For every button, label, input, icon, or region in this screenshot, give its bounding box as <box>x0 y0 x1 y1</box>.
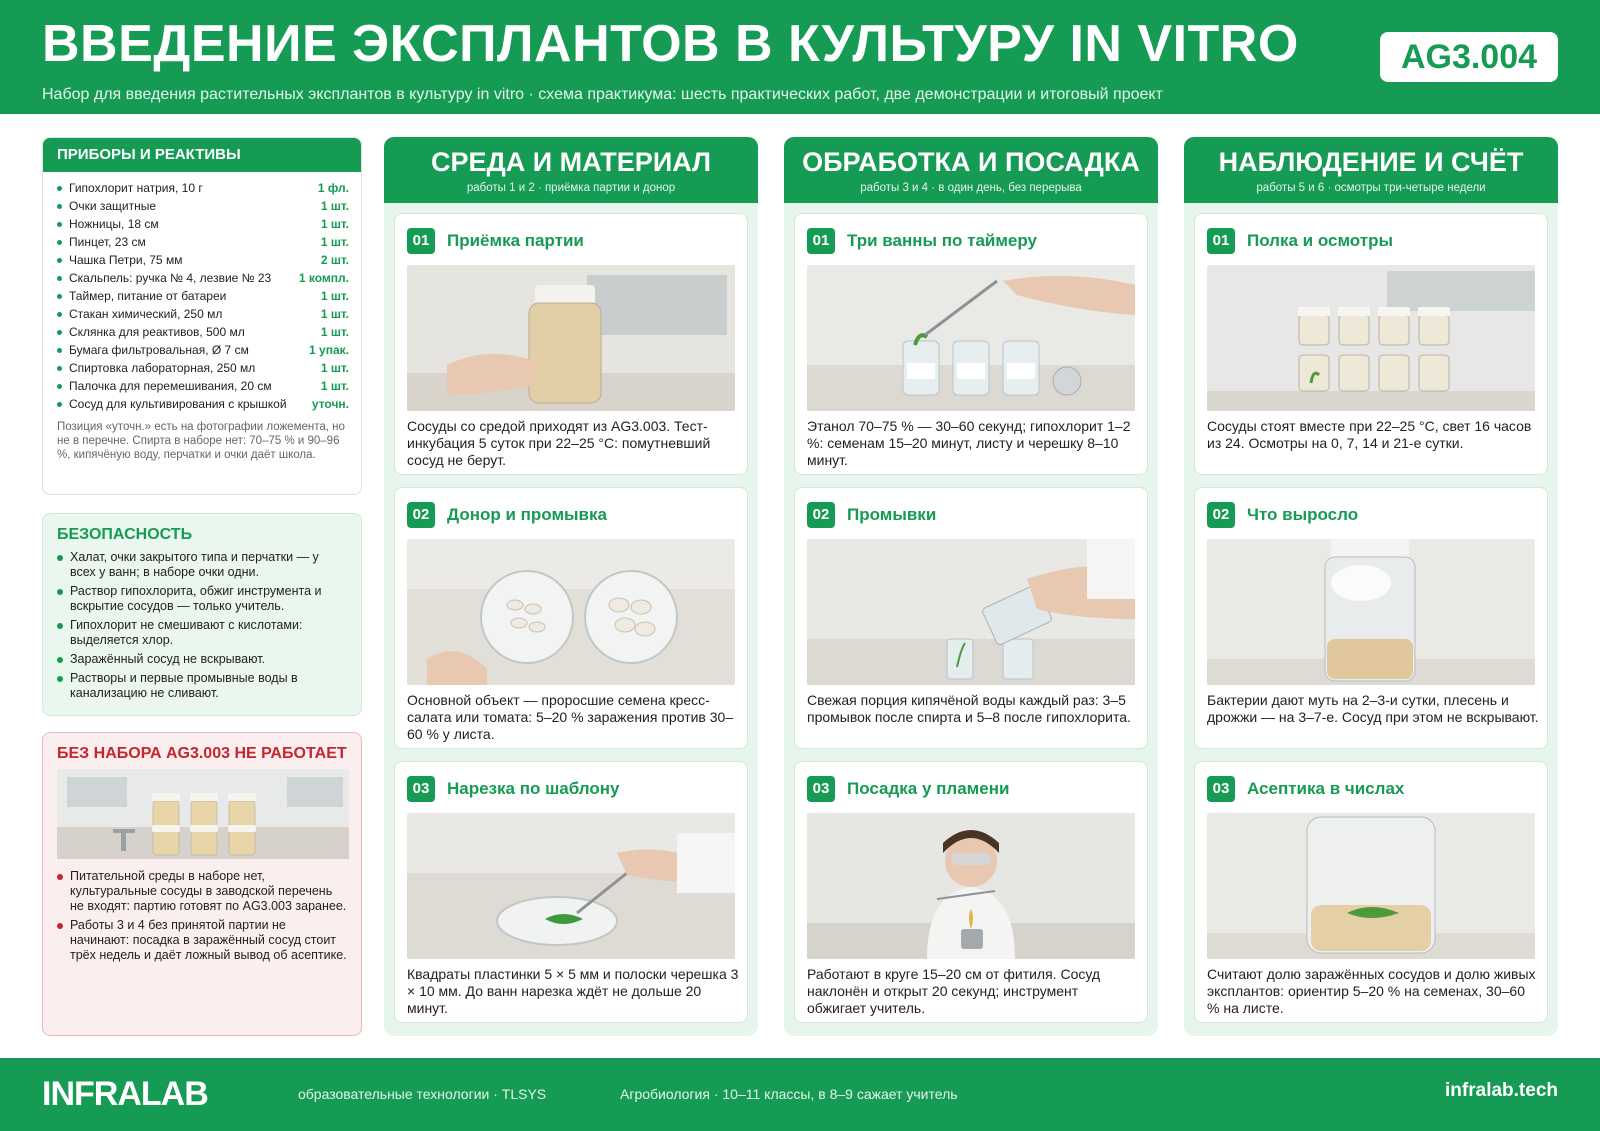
shelf-photo <box>1207 265 1535 411</box>
warning-panel <box>42 732 362 1036</box>
column-title: ОБРАБОТКА И ПОСАДКА <box>802 147 1140 177</box>
step-text: Этанол 70–75 % — 30–60 секунд; гипохлорит 1–2 %: семенам 15–20 минут, листу и черешку 8–10 минут. <box>807 418 1131 468</box>
list-item: Гипохлорит не смешивают с кислотами: выделяется хлор. <box>57 618 347 648</box>
step-title: Асептика в числах <box>1247 779 1405 798</box>
safety-list <box>43 550 361 701</box>
step-title: Что выросло <box>1247 505 1359 524</box>
column-header <box>1184 137 1558 203</box>
rinse-photo <box>807 539 1135 685</box>
step-text: Сосуды стоят вместе при 22–25 °С, свет 16 часов из 24. Осмотры на 0, 7, 14 и 21-е сутки. <box>1207 418 1532 451</box>
item-name: Сосуд для культивирования с крышкой <box>69 397 287 411</box>
column-media-material <box>384 137 758 1036</box>
step-card <box>794 213 1148 475</box>
step-title: Приёмка партии <box>447 231 584 250</box>
list-item <box>57 233 349 251</box>
list-item <box>57 197 349 215</box>
footer-audience: Агробиология · 10–11 классы, в 8–9 сажает учитель <box>620 1086 958 1102</box>
step-title: Донор и промывка <box>447 505 607 524</box>
item-name: Очки защитные <box>69 199 157 213</box>
step-card <box>1194 213 1548 475</box>
warning-title: БЕЗ НАБОРА AG3.003 НЕ РАБОТАЕТ <box>57 745 347 762</box>
step-card <box>394 761 748 1023</box>
jar-photo <box>407 265 735 411</box>
product-code-badge: AG3.004 <box>1380 32 1558 82</box>
step-number: 02 <box>407 502 435 528</box>
item-qty: 1 шт. <box>320 361 349 375</box>
step-number: 03 <box>407 776 435 802</box>
step-number: 01 <box>807 228 835 254</box>
step-card <box>394 213 748 475</box>
step-number: 01 <box>407 228 435 254</box>
item-qty: 1 упак. <box>309 343 349 357</box>
list-item: Заражённый сосуд не вскрывают. <box>57 652 347 667</box>
equipment-title: ПРИБОРЫ И РЕАКТИВЫ <box>43 138 361 172</box>
list-item: Раствор гипохлорита, обжиг инструмента и вскрытие сосудов — только учитель. <box>57 584 347 614</box>
step-title: Нарезка по шаблону <box>447 779 620 798</box>
item-name: Бумага фильтровальная, Ø 7 см <box>69 343 249 357</box>
item-name: Стакан химический, 250 мл <box>69 307 223 321</box>
equipment-panel <box>42 137 362 495</box>
aseptic-jar-photo <box>1207 813 1535 959</box>
item-name: Ножницы, 18 см <box>69 217 159 231</box>
list-item <box>57 287 349 305</box>
item-qty: 1 шт. <box>320 379 349 393</box>
list-item <box>57 269 349 287</box>
list-item: Халат, очки закрытого типа и перчатки — у всех у ванн; в наборе очки одни. <box>57 550 347 580</box>
step-number: 01 <box>1207 228 1235 254</box>
step-title: Полка и осмотры <box>1247 231 1393 250</box>
contamination-photo <box>1207 539 1535 685</box>
list-item: Питательной среды в наборе нет, культуральные сосуды в заводской перечень не входят: партию готовят по AG3.003 заранее. <box>57 869 347 914</box>
item-qty: 1 шт. <box>320 235 349 249</box>
step-title: Три ванны по таймеру <box>847 231 1038 250</box>
step-text: Считают долю заражённых сосудов и долю живых эксплантов: ориентир 5–20 % на семенах, 30–60 % на листе. <box>1207 966 1536 1016</box>
item-qty: 2 шт. <box>320 253 349 267</box>
seeds-photo <box>407 539 735 685</box>
step-text: Бактерии дают муть на 2–3-и сутки, плесень и дрожжи — на 3–7-е. Сосуд при этом не вскрывают. <box>1207 692 1539 725</box>
list-item <box>57 323 349 341</box>
step-text: Свежая порция кипячёной воды каждый раз: 3–5 промывок после спирта и 5–8 после гипохлорита. <box>807 692 1131 725</box>
item-name: Пинцет, 23 см <box>69 235 146 249</box>
list-item <box>57 395 349 413</box>
step-number: 03 <box>1207 776 1235 802</box>
footer-bar <box>0 1058 1600 1131</box>
item-qty: 1 фл. <box>317 181 349 195</box>
item-name: Скальпель: ручка № 4, лезвие № 23 <box>69 271 272 285</box>
list-item <box>57 305 349 323</box>
safety-panel <box>42 513 362 716</box>
list-item <box>57 377 349 395</box>
step-text: Основной объект — проросшие семена кресс-салата или томата: 5–20 % заражения против 30–60 % у листа. <box>407 692 734 742</box>
step-number: 02 <box>807 502 835 528</box>
item-qty: 1 шт. <box>320 307 349 321</box>
item-qty: уточн. <box>311 397 349 411</box>
list-item <box>57 179 349 197</box>
step-title: Промывки <box>847 505 937 524</box>
page-title: ВВЕДЕНИЕ ЭКСПЛАНТОВ В КУЛЬТУРУ IN VITRO <box>42 15 1299 73</box>
column-observation-count <box>1184 137 1558 1036</box>
item-qty: 1 шт. <box>320 289 349 303</box>
column-treatment-planting <box>784 137 1158 1036</box>
item-qty: 1 компл. <box>298 271 349 285</box>
item-name: Гипохлорит натрия, 10 г <box>69 181 203 195</box>
header-bar <box>0 0 1600 114</box>
baths-photo <box>807 265 1135 411</box>
list-item: Растворы и первые промывные воды в канализацию не сливают. <box>57 671 347 701</box>
item-name: Склянка для реактивов, 500 мл <box>69 325 245 339</box>
step-number: 03 <box>807 776 835 802</box>
item-name: Палочка для перемешивания, 20 см <box>69 379 272 393</box>
step-text: Квадраты пластинки 5 × 5 мм и полоски черешка 3 × 10 мм. До ванн нарезка ждёт не дольше 20 минут. <box>407 966 739 1016</box>
item-name: Спиртовка лабораторная, 250 мл <box>69 361 256 375</box>
step-card <box>794 487 1148 749</box>
column-subtitle: работы 1 и 2 · приёмка партии и донор <box>466 182 676 194</box>
step-card <box>1194 487 1548 749</box>
column-header <box>784 137 1158 203</box>
step-text: Сосуды со средой приходят из AG3.003. Тест-инкубация 5 суток при 22–25 °С: помутневший сосуд не берут. <box>407 418 711 468</box>
footer-tagline: образовательные технологии · TLSYS <box>298 1086 547 1102</box>
item-name: Таймер, питание от батареи <box>69 289 227 303</box>
jars-photo <box>57 769 347 859</box>
website-link[interactable]: infralab.tech <box>1445 1080 1558 1101</box>
column-title: НАБЛЮДЕНИЕ И СЧЁТ <box>1218 147 1524 177</box>
list-item <box>57 215 349 233</box>
item-qty: 1 шт. <box>320 199 349 213</box>
infralab-logo: INFRALAB <box>42 1075 208 1113</box>
equipment-note: Позиция «уточн.» есть на фотографии ложемента, но не в перечне. Спирта в наборе нет: 70–75 % и 90–96 %, кипячёную воду, перчатки и очки даёт школа. <box>57 421 345 461</box>
column-subtitle: работы 5 и 6 · осмотры три-четыре недели <box>1256 182 1486 194</box>
flame-photo <box>807 813 1135 959</box>
step-card <box>394 487 748 749</box>
equipment-list <box>43 172 361 413</box>
column-subtitle: работы 3 и 4 · в один день, без перерыва <box>860 182 1082 194</box>
list-item <box>57 341 349 359</box>
warning-list <box>43 869 361 963</box>
step-number: 02 <box>1207 502 1235 528</box>
step-text: Работают в круге 15–20 см от фитиля. Сосуд наклонён и открыт 20 секунд; инструмент обжигает учитель. <box>807 966 1101 1016</box>
column-header <box>384 137 758 203</box>
safety-title: БЕЗОПАСНОСТЬ <box>57 526 193 543</box>
list-item: Работы 3 и 4 без принятой партии не начинают: посадка в заражённый сосуд стоит трёх недель и даёт ложный вывод об асептике. <box>57 918 347 963</box>
cutting-photo <box>407 813 735 959</box>
list-item <box>57 251 349 269</box>
item-qty: 1 шт. <box>320 217 349 231</box>
list-item <box>57 359 349 377</box>
step-card <box>1194 761 1548 1023</box>
step-title: Посадка у пламени <box>847 779 1010 798</box>
page-subtitle: Набор для введения растительных эксплантов в культуру in vitro · схема практикума: шесть практических работ, две демонстрации и итоговый проект <box>42 86 1163 103</box>
column-title: СРЕДА И МАТЕРИАЛ <box>431 147 711 177</box>
item-qty: 1 шт. <box>320 325 349 339</box>
item-name: Чашка Петри, 75 мм <box>69 253 183 267</box>
step-card <box>794 761 1148 1023</box>
